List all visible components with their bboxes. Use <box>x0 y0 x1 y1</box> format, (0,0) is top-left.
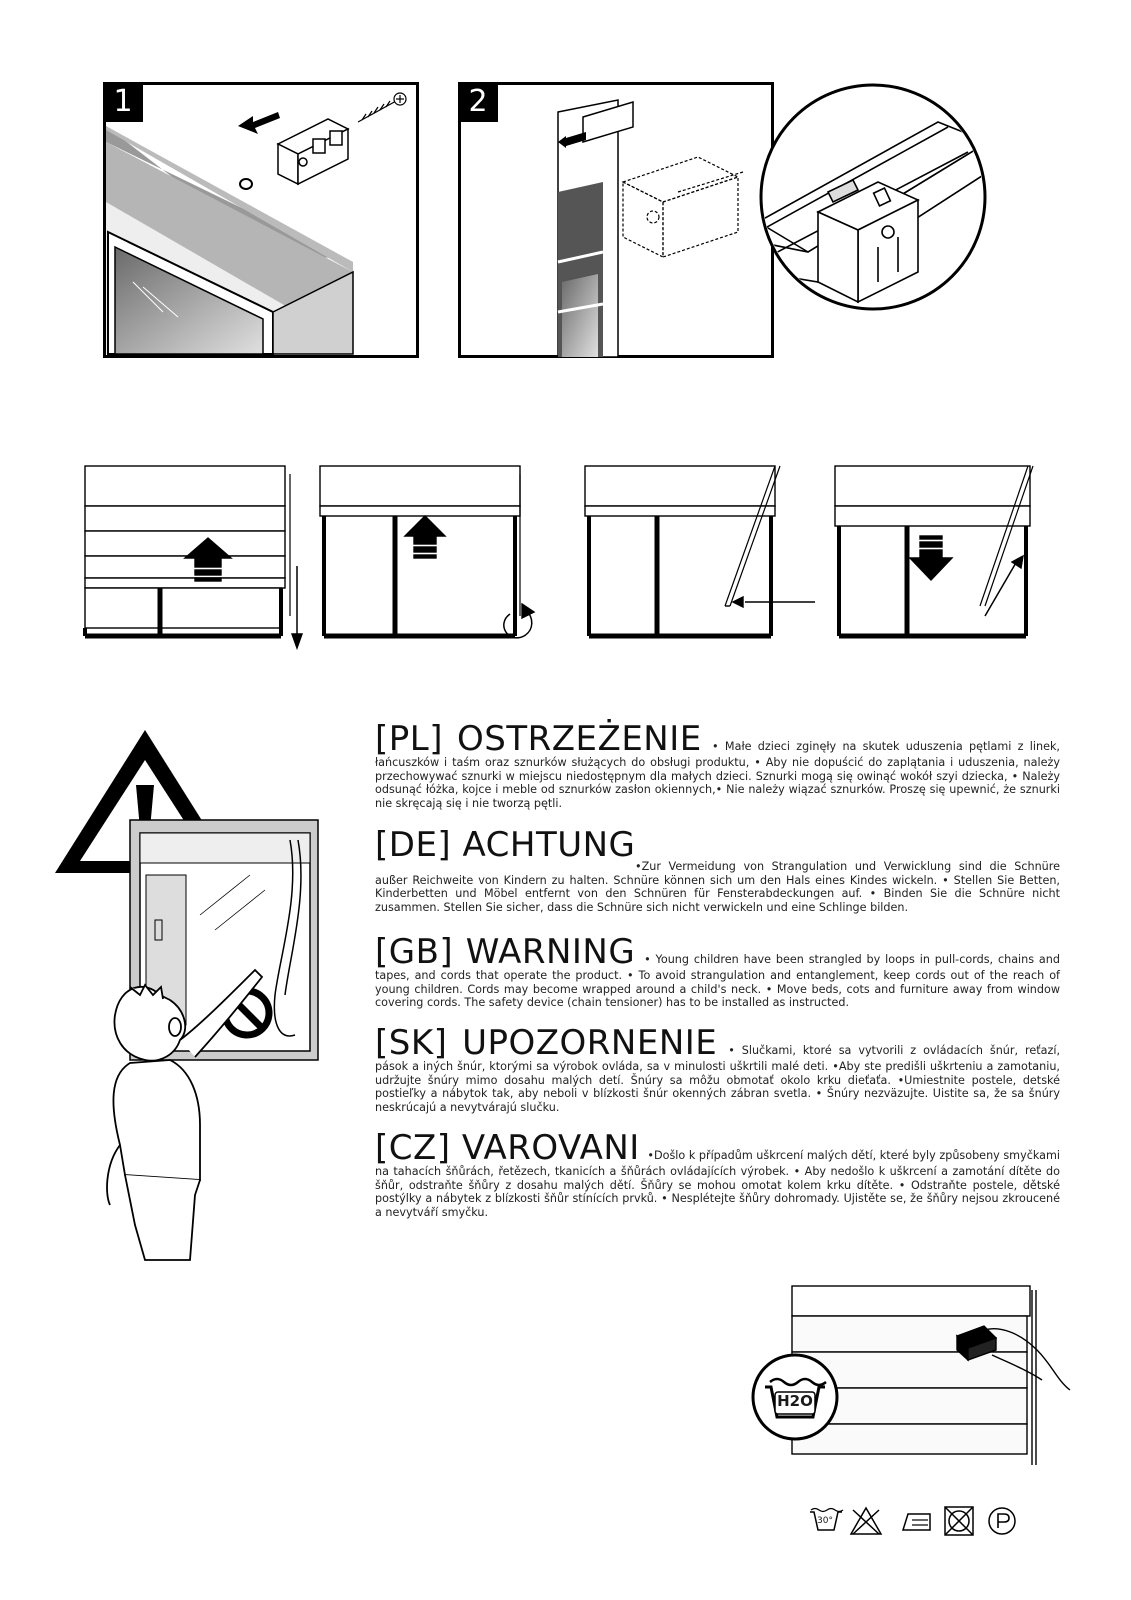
wash-30-icon <box>808 1506 842 1536</box>
no-bleach-icon <box>849 1506 883 1536</box>
diagram-raise-folds <box>85 466 302 648</box>
step-1-panel <box>103 82 419 358</box>
warning-gb-heading: [GB] WARNING <box>375 932 636 972</box>
warning-gb-body: • Young children have been strangled by loops in pull-cords, chains and tapes, and cords that operate the product. • To avoid strangulation and entanglement, keep cords out of the reach of young children. Cords may become wrapped around a child's neck. • Move beds, cots and furniture away from window covering cords. The safety device (chain tensioner) has to be installed as instructed. <box>375 953 1060 1010</box>
wash-h2o-badge <box>750 1352 840 1442</box>
child-cord-warning-drawing <box>50 725 340 1280</box>
diagram-lower-blind <box>835 466 1033 636</box>
warning-de-body: •Zur Vermeidung von Strangulation und Verwicklung sind die Schnüre außer Reichweite von Kindern zu halten. Schnüre können sich um den Hals eines Kindes wickeln. • Stellen Sie Betten, Kinderbetten und Möbel entfernt von den Schnüren für Fensterabdeckungen auf. • Binden Sie die Schnüre nicht zusammen. Stellen Sie sicher, dass die Schnüre sich nicht verwickeln und eine Schlinge bilden. <box>375 860 1060 914</box>
warning-sk <box>375 1023 1060 1114</box>
step-1-number: 1 <box>103 82 143 122</box>
warning-pl <box>375 719 1060 810</box>
bracket-detail-illustration <box>758 82 988 312</box>
step-2-number: 2 <box>458 82 498 122</box>
warning-sk-body: • Slučkami, ktoré sa vytvorili z ovládacích šnúr, reťazí, pások a iných šnúr, ktorými sa výrobok ovláda, sa v minulosti uškrtili malé deti. •Aby ste predišli uškrteniu a zamotaniu, udržujte šnúry mimo dosahu malých detí. Šnúry sa môžu obmotať okolo krku dieťaťa. •Umiestnite postele, detské postieľky a nábytok tak, aby neboli v blízkosti šnúr okenných zábran svetla. • Šnúry nezväzujte. Uistite sa, že sa šnúry neskrúcajú a nevytvárajú slučku. <box>375 1044 1060 1114</box>
blind-diagrams-illustration <box>80 466 1050 666</box>
child-safety-illustration <box>50 725 340 1280</box>
diagram-raise-rotate <box>320 466 534 638</box>
warning-gb <box>375 932 1060 1010</box>
warning-de-heading: [DE] ACHTUNG <box>375 825 636 865</box>
warning-pl-heading: [PL] OSTRZEŻENIE <box>375 719 702 759</box>
no-tumble-dry-icon <box>942 1506 976 1536</box>
step-2-panel <box>458 82 774 358</box>
diagram-attach-rod <box>585 466 815 636</box>
warning-cz-heading: [CZ] VAROVANI <box>375 1128 640 1168</box>
iron-icon <box>900 1506 934 1536</box>
wash-temp-label: 30° <box>817 1516 833 1526</box>
dry-clean-p-icon <box>985 1506 1019 1536</box>
water-label: H2O <box>777 1392 813 1410</box>
warning-pl-body: • Małe dzieci zginęły na skutek uduszenia pętlami z linek, łańcuszków i taśm oraz sznurków służących do obsługi produktu, • Aby nie dopuścić do zaplątania i uduszenia, należy przechowywać sznurki w miejscu niedostępnym dla małych dzieci. Sznurki mogą się owinąć wokół szyi dziecka, • Należy odsunąć łóżka, kojce i meble od sznurków zasłon okiennych,• Nie należy wiązać sznurków. Proszę się upewnić, że sznurki nie skręcają się i nie tworzą pętli. <box>375 740 1060 810</box>
step-2-illustration <box>458 82 774 358</box>
warning-cz <box>375 1128 1060 1219</box>
warning-de <box>375 825 1060 914</box>
warning-cz-body: •Došlo k případům uškrcení malých dětí, které byly způsobeny smyčkami na tahacích šňůrách, řetězech, tkanicích a šňůrách ovládajících výrobek. • Aby nedošlo k uškrcení a zamotání dítěte do šňůr, odstraňte šňůry z dosahu malých dětí. Šňůry se mohou omotat kolem krku dítěte. • Odstraňte postele, dětské postýlky a nábytek z blízkosti šňůr stínících prvků. • Nesplétejte šňůry dohromady. Ujistěte se, že šňůry nejsou zkroucené a nevytváří smyčku. <box>375 1149 1060 1219</box>
blind-operation-diagrams <box>80 466 1050 666</box>
warning-sk-heading: [SK] UPOZORNENIE <box>375 1023 718 1063</box>
step-1-illustration <box>103 82 419 358</box>
bracket-detail-magnifier <box>758 82 988 312</box>
